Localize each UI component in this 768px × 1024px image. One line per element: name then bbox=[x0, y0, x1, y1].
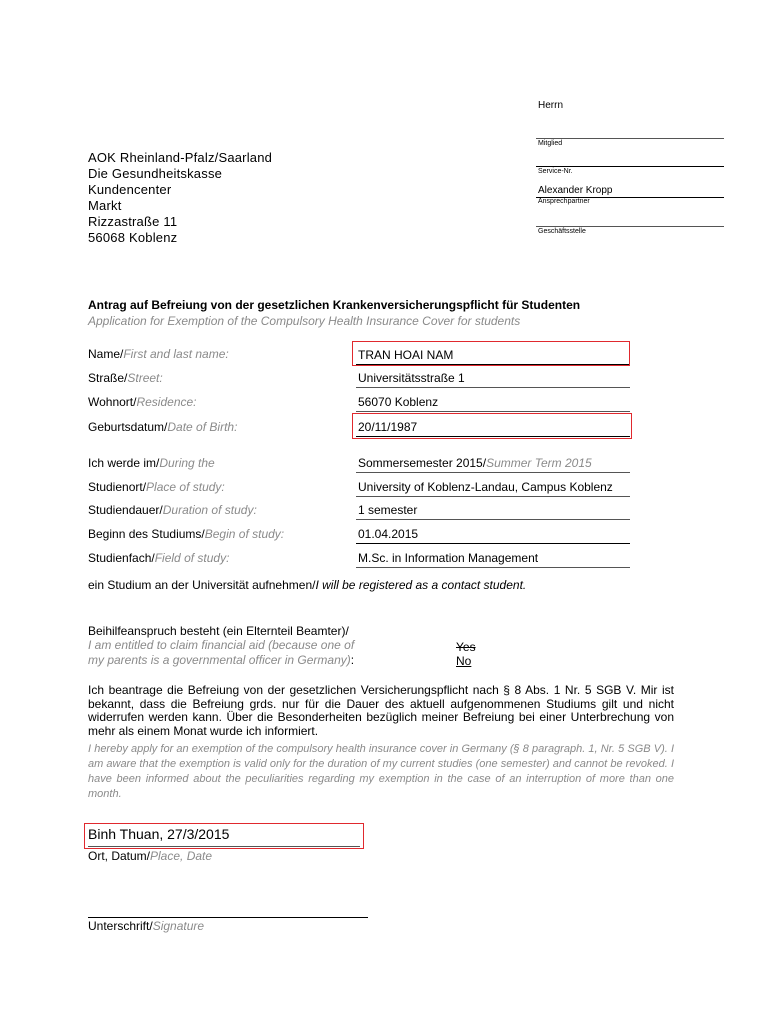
address-line: Rizzastraße 11 bbox=[88, 214, 178, 229]
field-line bbox=[356, 411, 630, 412]
beihilfe-option-no[interactable]: No bbox=[456, 654, 472, 668]
ansprechpartner-label: Ansprechpartner bbox=[538, 198, 590, 205]
address-block bbox=[88, 150, 272, 246]
field-label-name: Name/First and last name: bbox=[88, 347, 229, 361]
field-value-duration[interactable]: 1 semester bbox=[358, 503, 418, 517]
place-date-label: Ort, Datum/Place, Date bbox=[88, 849, 213, 863]
signature-line bbox=[88, 917, 368, 918]
address-line: AOK Rheinland-Pfalz/Saarland bbox=[88, 150, 273, 165]
field-value-term[interactable]: Sommersemester 2015/Summer Term 2015 bbox=[358, 456, 592, 470]
field-line bbox=[356, 496, 630, 497]
mitglied-label: Mitglied bbox=[538, 140, 563, 147]
field-value-begin[interactable]: 01.04.2015 bbox=[358, 527, 419, 541]
geschaeftsstelle-line bbox=[536, 226, 724, 227]
field-label-birth: Geburtsdatum/Date of Birth: bbox=[88, 420, 238, 434]
field-value-field[interactable]: M.Sc. in Information Management bbox=[358, 551, 539, 565]
address-line: Die Gesundheitskasse bbox=[88, 166, 223, 181]
form-subtitle: Application for Exemption of the Compulsory Health Insurance Cover for students bbox=[88, 314, 521, 328]
beihilfe-label-en-2: my parents is a governmental officer in Germany): bbox=[88, 653, 355, 667]
beihilfe-label-en-1: I am entitled to claim financial aid (because one of bbox=[88, 638, 355, 652]
highlight-box-place-date bbox=[84, 823, 364, 849]
service-nr-line bbox=[536, 166, 724, 167]
form-title: Antrag auf Befreiung von der gesetzlichen Krankenversicherungspflicht für Studenten bbox=[88, 298, 581, 312]
field-value-name[interactable]: TRAN HOAI NAM bbox=[358, 348, 454, 362]
beihilfe-label-de: Beihilfeanspruch besteht (ein Elternteil Beamter)/ bbox=[88, 624, 349, 638]
field-line bbox=[356, 387, 630, 388]
place-date-value[interactable]: Binh Thuan, 27/3/2015 bbox=[88, 826, 230, 842]
field-value-place[interactable]: University of Koblenz-Landau, Campus Koblenz bbox=[358, 480, 613, 494]
declaration-de: Ich beantrage die Befreiung von der gesetzlichen Versicherungspflicht nach § 8 Abs. 1 Nr. 5 SGB V. Mir ist bekannt, dass die Befreiung grds. nur für die Dauer des aktuell aufgenommenen Studiums gilt und nicht widerrufen werden kann. Über die Besonderheiten bezüglich meiner Befreiung bei einer Unterbrechung von mehr als einem Monat wurde ich informiert. bbox=[88, 683, 674, 738]
address-line: Kundencenter bbox=[88, 182, 172, 197]
herrn-label: Herrn bbox=[538, 100, 564, 111]
highlight-box-birth bbox=[352, 413, 632, 439]
field-label-duration: Studiendauer/Duration of study: bbox=[88, 503, 257, 517]
field-label-place: Studienort/Place of study: bbox=[88, 480, 225, 494]
mitglied-line bbox=[536, 138, 724, 139]
geschaeftsstelle-label: Geschäftsstelle bbox=[538, 228, 586, 235]
ansprechpartner-value: Alexander Kropp bbox=[538, 185, 613, 196]
field-value-birth[interactable]: 20/11/1987 bbox=[358, 420, 418, 434]
field-line bbox=[356, 472, 630, 473]
beihilfe-option-yes[interactable]: Yes bbox=[456, 640, 476, 654]
field-label-residence: Wohnort/Residence: bbox=[88, 395, 197, 409]
field-value-street[interactable]: Universitätsstraße 1 bbox=[358, 371, 465, 385]
highlight-box-name bbox=[352, 341, 630, 366]
register-statement: ein Studium an der Universität aufnehmen/I will be registered as a contact student. bbox=[88, 578, 527, 592]
address-line: Markt bbox=[88, 198, 122, 213]
field-line bbox=[356, 543, 630, 544]
field-label-field: Studienfach/Field of study: bbox=[88, 551, 230, 565]
field-line bbox=[356, 567, 630, 568]
field-label-street: Straße/Street: bbox=[88, 371, 163, 385]
field-label-begin: Beginn des Studiums/Begin of study: bbox=[88, 527, 285, 541]
address-line: 56068 Koblenz bbox=[88, 230, 178, 245]
signature-label: Unterschrift/Signature bbox=[88, 919, 205, 933]
service-nr-label: Service-Nr. bbox=[538, 168, 573, 175]
field-value-residence[interactable]: 56070 Koblenz bbox=[358, 395, 439, 409]
declaration-en: I hereby apply for an exemption of the compulsory health insurance cover in Germany (§ 8 paragraph. 1, Nr. 5 SGB V). I am aware that the exemption is valid only for the duration of my current studies (one semester) and cannot be revoked. I have been informed about the peculiarities regarding my exemption in the case of an interruption of more than one month. bbox=[88, 743, 674, 800]
field-label-term: Ich werde im/During the bbox=[88, 456, 215, 470]
field-line bbox=[356, 519, 630, 520]
